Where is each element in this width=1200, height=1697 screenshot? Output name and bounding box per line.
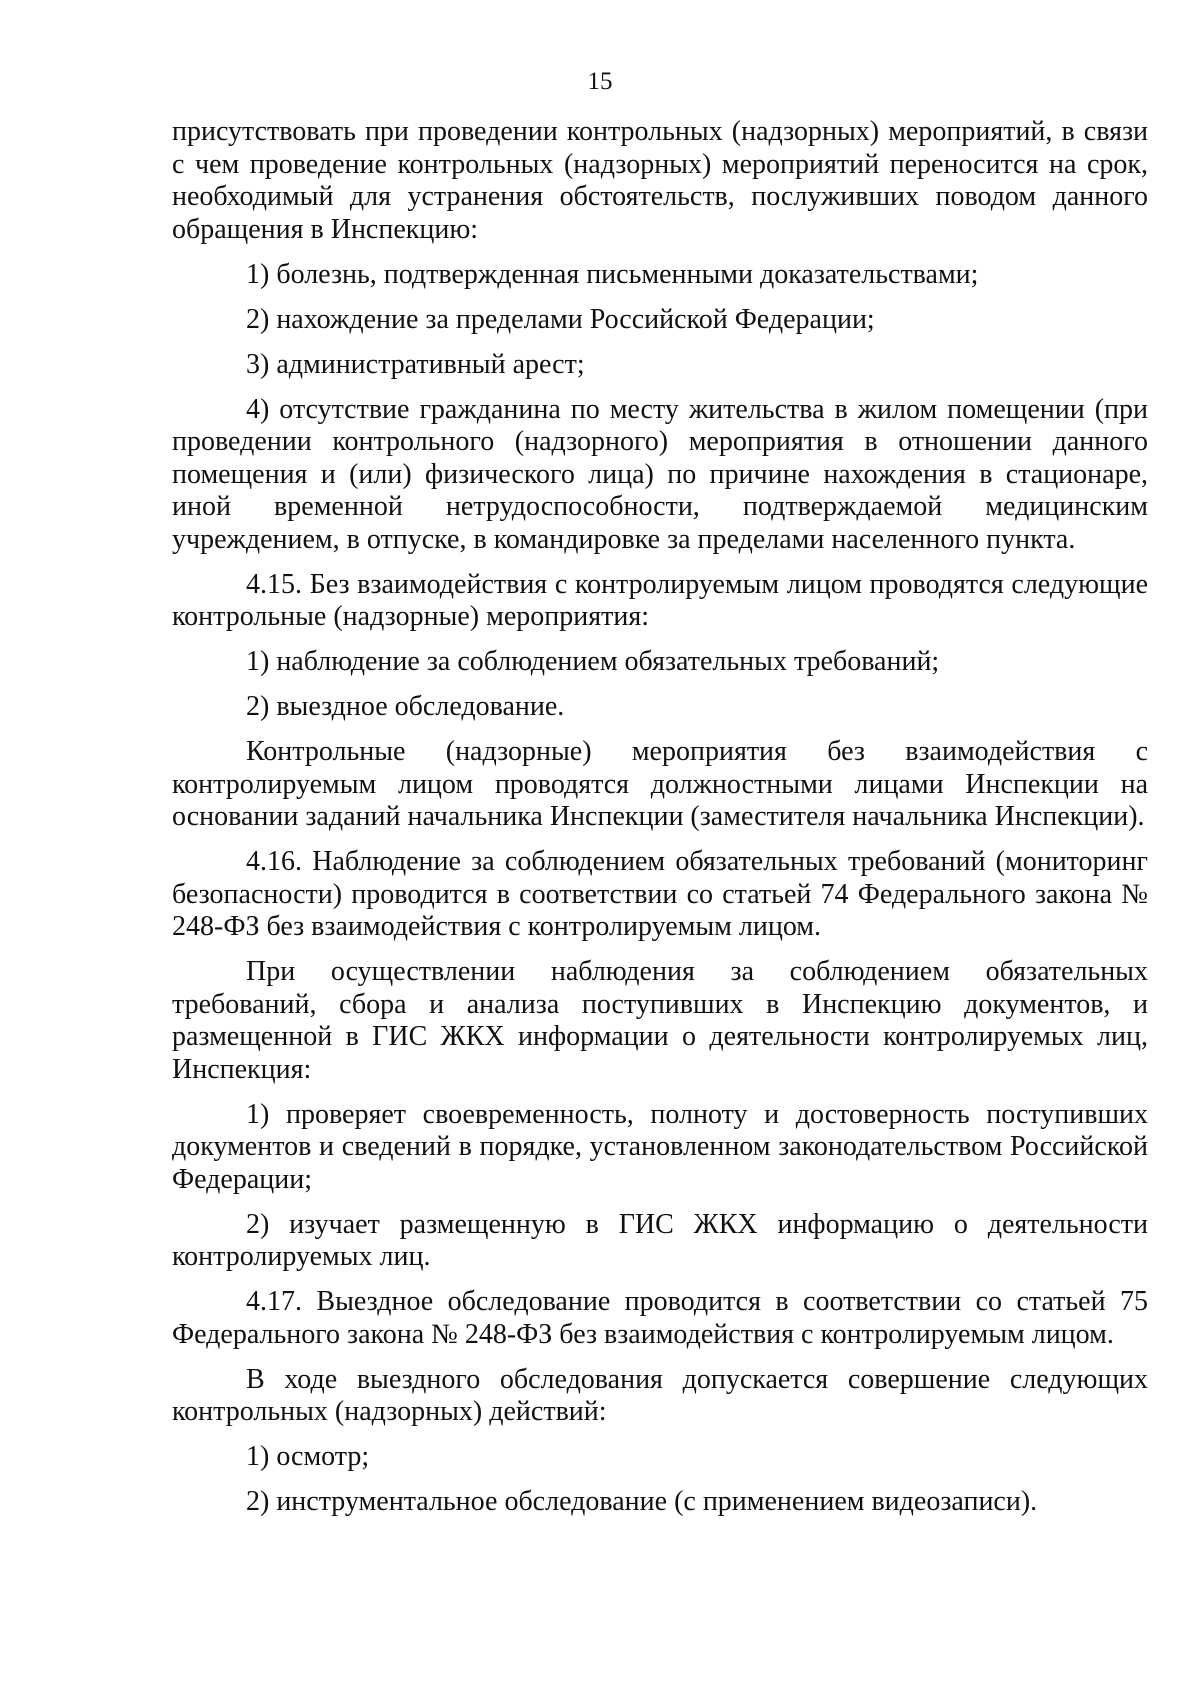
list-item: 3) административный арест; bbox=[246, 348, 585, 380]
list-item: 4) отсутствие гражданина по месту жительства в жилом помещении (при проведении контрольного (надзорного) мероприятия в отношении данного помещения и (или) физического лица) по причине нахождения в стационаре, иной временной нетрудоспособности, подтверждаемой медицинским учреждением, в отпуске, в командировке за пределами населенного пункта. bbox=[172, 393, 1148, 555]
document-body bbox=[172, 116, 1148, 1531]
paragraph: 4.16. Наблюдение за соблюдением обязательных требований (мониторинг безопасности) проводится в соответствии со статьей 74 Федерального закона № 248-ФЗ без взаимодействия с контролируемым лицом. bbox=[172, 846, 1148, 942]
list-item: 2) выездное обследование. bbox=[246, 691, 565, 722]
paragraph: 4.17. Выездное обследование проводится в соответствии со статьей 75 Федерального закона № 248-ФЗ без взаимодействия с контролируемым лицом. bbox=[172, 1286, 1148, 1350]
paragraph: В ходе выездного обследования допускается совершение следующих контрольных (надзорных) действий: bbox=[172, 1363, 1148, 1427]
list-item: 1) проверяет своевременность, полноту и достоверность поступивших документов и сведений в порядке, установленном законодательством Российской Федерации; bbox=[172, 1098, 1148, 1195]
paragraph: При осуществлении наблюдения за соблюдением обязательных требований, сбора и анализа поступивших в Инспекцию документов, и размещенной в ГИС ЖКХ информации о деятельности контролируемых лиц, Инспекция: bbox=[172, 956, 1148, 1085]
paragraph: 4.15. Без взаимодействия с контролируемым лицом проводятся следующие контрольные (надзорные) мероприятия: bbox=[172, 568, 1148, 632]
paragraph: присутствовать при проведении контрольных (надзорных) мероприятий, в связи с чем проведение контрольных (надзорных) мероприятий переносится на срок, необходимый для устранения обстоятельств, послуживших поводом данного обращения в Инспекцию: bbox=[172, 116, 1148, 245]
list-item: 1) наблюдение за соблюдением обязательных требований; bbox=[246, 646, 940, 677]
list-item: 2) инструментальное обследование (с применением видеозаписи). bbox=[246, 1486, 1038, 1517]
list-item: 1) болезнь, подтвержденная письменными доказательствами; bbox=[246, 258, 979, 290]
list-item: 2) изучает размещенную в ГИС ЖКХ информацию о деятельности контролируемых лиц. bbox=[172, 1208, 1148, 1272]
list-item: 1) осмотр; bbox=[246, 1441, 370, 1472]
list-item: 2) нахождение за пределами Российской Федерации; bbox=[246, 303, 875, 335]
paragraph: Контрольные (надзорные) мероприятия без взаимодействия с контролируемым лицом проводятся должностными лицами Инспекции на основании заданий начальника Инспекции (заместителя начальника Инспекции). bbox=[172, 736, 1148, 832]
page-number: 15 bbox=[587, 68, 613, 95]
